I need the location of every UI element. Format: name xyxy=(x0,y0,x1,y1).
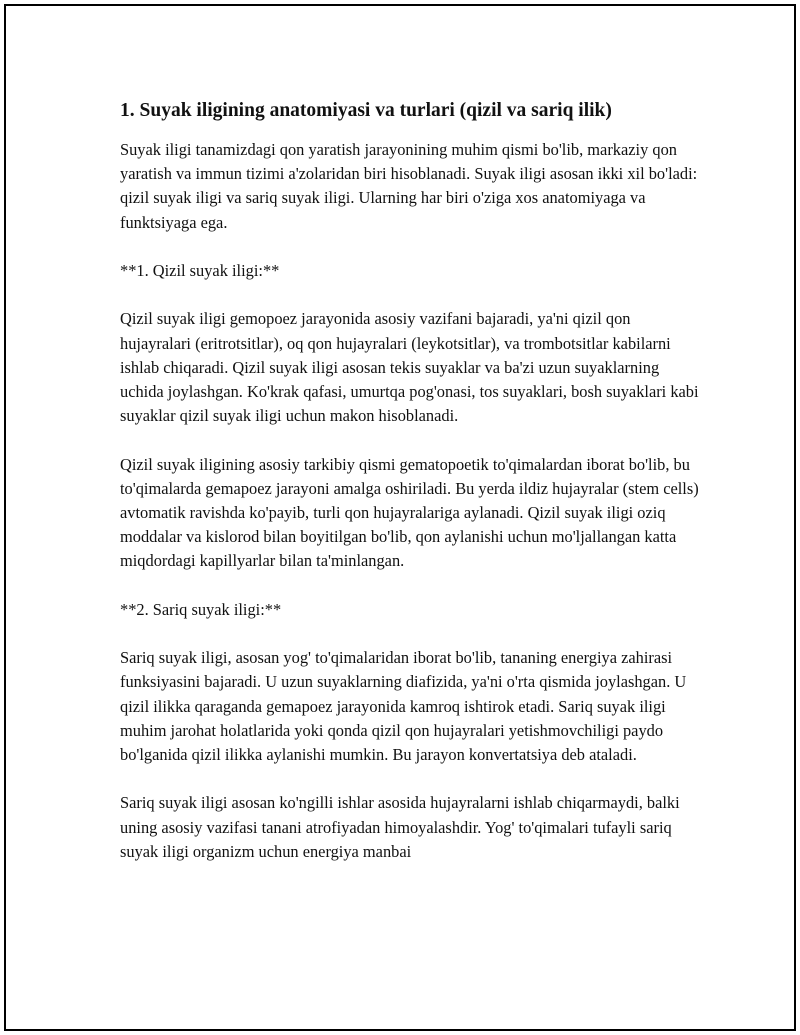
yellow-marrow-paragraph-2: Sariq suyak iligi asosan ko'ngilli ishlar asosida hujayralarni ishlab chiqarmaydi, balki uning asosiy vazifasi tanani atrofiyadan himoyalashdir. Yog' to'qimalari tufayli sariq suyak iligi organizm uchun energiya manbai xyxy=(120,793,680,861)
section-title: 1. Suyak iligining anatomiyasi va turlari (qizil va sariq ilik) xyxy=(120,100,612,121)
document-content xyxy=(120,98,700,888)
subheading-red-marrow: **1. Qizil suyak iligi:** xyxy=(120,261,280,280)
subheading-yellow-marrow: **2. Sariq suyak iligi:** xyxy=(120,599,282,619)
intro-paragraph: Suyak iligi tanamizdagi qon yaratish jarayonining muhim qismi bo'lib, markaziy qon yaratish va immun tizimi a'zolaridan biri hisoblanadi. Suyak iligi asosan ikki xil bo'ladi: qizil suyak iligi va sariq suyak iligi. Ularning har biri o'ziga xos anatomiyaga va funktsiyaga ega. xyxy=(120,140,698,232)
red-marrow-paragraph-2: Qizil suyak iligining asosiy tarkibiy qismi gematopoetik to'qimalardan iborat bo'lib, bu to'qimalarda gemapoez jarayoni amalga oshiriladi. Bu yerda ildiz hujayralar (stem cells) avtomatik ravishda ko'payib, turli qon hujayralariga aylanadi. Qizil suyak iligi oziq moddalar va kislorod bilan boyitilgan bo'lib, qon aylanishi uchun mo'ljallangan katta miqdordagi kapillyarlar bilan ta'minlangan. xyxy=(120,454,699,571)
red-marrow-paragraph-1: Qizil suyak iligi gemopoez jarayonida asosiy vazifani bajaradi, ya'ni qizil qon hujayralari (eritrotsitlar), oq qon hujayralari (leykotsitlar), va trombotsitlar kabilarni ishlab chiqaradi. Qizil suyak iligi asosan tekis suyaklar va ba'zi uzun suyaklarning uchida joylashgan. Ko'krak qafasi, umurtqa pog'onasi, tos suyaklari, bosh suyaklari kabi suyaklar qizil suyak iligi uchun makon hisoblanadi. xyxy=(120,309,699,426)
document-page xyxy=(4,4,796,1031)
yellow-marrow-paragraph-1: Sariq suyak iligi, asosan yog' to'qimalaridan iborat bo'lib, tananing energiya zahirasi funksiyasini bajaradi. U uzun suyaklarning diafizida, ya'ni o'rta qismida joylashgan. U qizil ilikka qaraganda gemapoez jarayonida kamroq ishtirok etadi. Sariq suyak iligi muhim jarohat holatlarida yoki qonda qizil qon hujayralari yetishmovchiligi paydo bo'lganida qizil ilikka aylanishi mumkin. Bu jarayon konvertatsiya deb ataladi. xyxy=(120,648,687,764)
